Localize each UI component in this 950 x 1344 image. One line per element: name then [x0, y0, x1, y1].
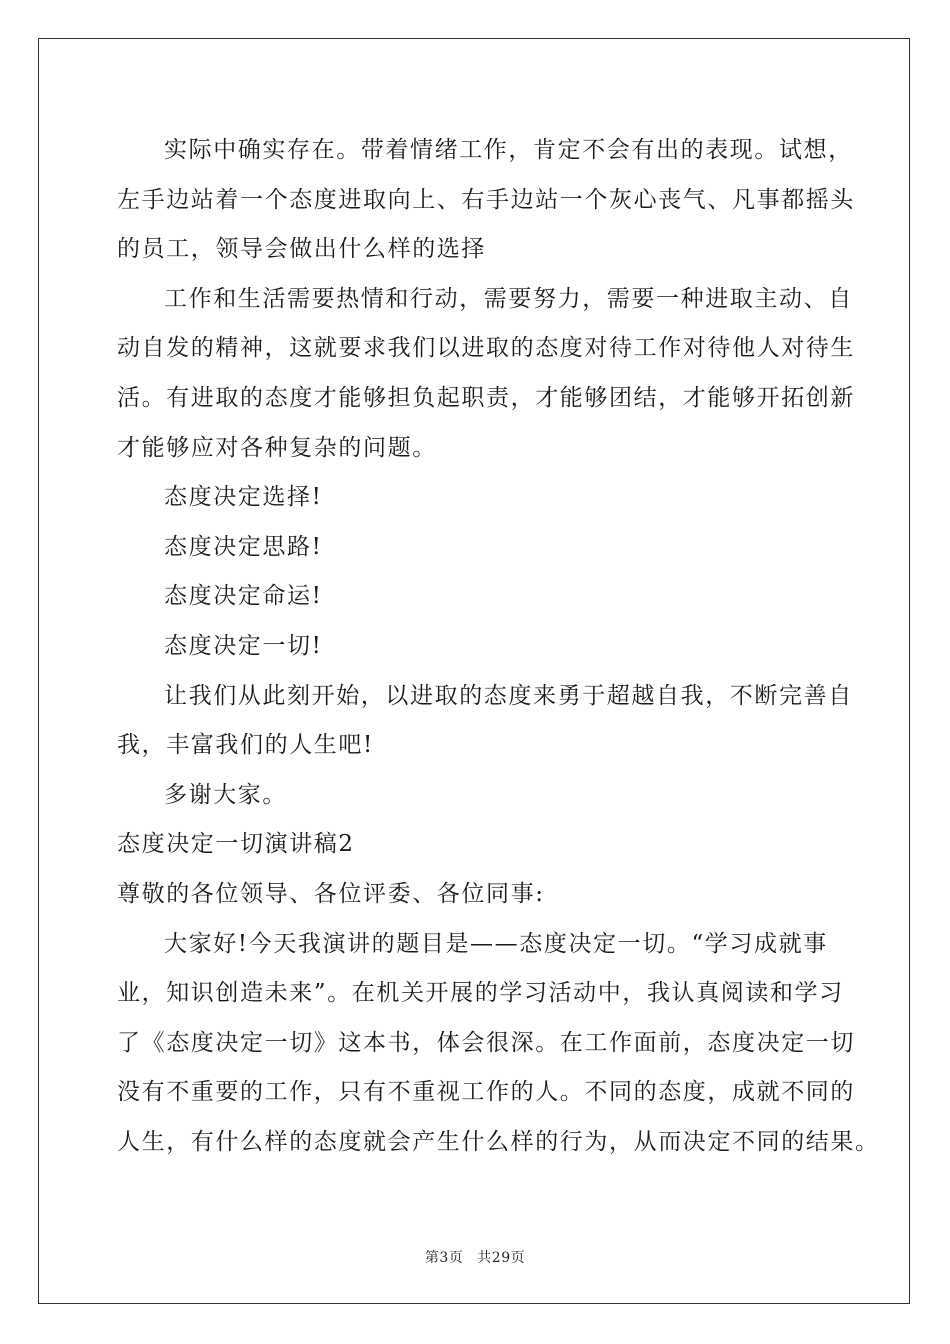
paragraph: [117, 572, 837, 622]
text-line: 了《态度决定一切》这本书，体会很深。在工作面前，态度决定一切: [117, 1029, 855, 1056]
text-line: 尊敬的各位领导、各位评委、各位同事:: [117, 880, 545, 907]
text-line: 我，丰富我们的人生吧!: [117, 732, 374, 759]
paragraph: [117, 622, 837, 672]
paragraph: [117, 771, 837, 821]
text-line: 多谢大家。: [164, 781, 287, 808]
text-line: 大家好!今天我演讲的题目是——态度决定一切。“学习成就事: [164, 930, 828, 957]
page-footer: [0, 1247, 950, 1267]
section-heading: [117, 820, 837, 870]
text-line: 没有不重要的工作，只有不重视工作的人。不同的态度，成就不同的: [117, 1079, 855, 1106]
text-line: 实际中确实存在。带着情绪工作，肯定不会有出的表现。试想，: [164, 137, 853, 163]
paragraph: [117, 473, 837, 523]
text-line: 态度决定一切!: [164, 632, 323, 659]
text-line: 动自发的精神，这就要求我们以进取的态度对待工作对待他人对待生: [117, 335, 855, 362]
text-line: 态度决定选择!: [164, 484, 323, 511]
text-line: 活。有进取的态度才能够担负起职责，才能够团结，才能够开拓创新: [117, 384, 855, 411]
paragraph: [117, 523, 837, 573]
paragraph: [117, 126, 855, 275]
text-line: 的员工，领导会做出什么样的选择: [117, 236, 486, 263]
text-line: 态度决定思路!: [164, 533, 323, 560]
text-line: 态度决定命运!: [164, 583, 323, 610]
text-line: 人生，有什么样的态度就会产生什么样的行为，从而决定不同的结果。: [117, 1128, 880, 1155]
text-line: 让我们从此刻开始，以进取的态度来勇于超越自我，不断完善自: [164, 682, 853, 709]
document-body: [117, 126, 880, 1167]
paragraph: [117, 920, 880, 1168]
salutation: [117, 870, 837, 920]
paragraph: [117, 275, 855, 473]
text-line: 业，知识创造未来”。在机关开展的学习活动中，我认真阅读和学习: [117, 980, 844, 1007]
text-line: 态度决定一切演讲稿2: [117, 831, 355, 858]
total-pages: 共29页: [477, 1250, 526, 1266]
text-line: 工作和生活需要热情和行动，需要努力，需要一种进取主动、自: [164, 285, 853, 312]
text-line: 左手边站着一个态度进取向上、右手边站一个灰心丧气、凡事都摇头: [117, 186, 855, 213]
page-number: 第3页: [424, 1250, 464, 1266]
text-line: 才能够应对各种复杂的问题。: [117, 434, 437, 461]
paragraph: [117, 672, 853, 771]
